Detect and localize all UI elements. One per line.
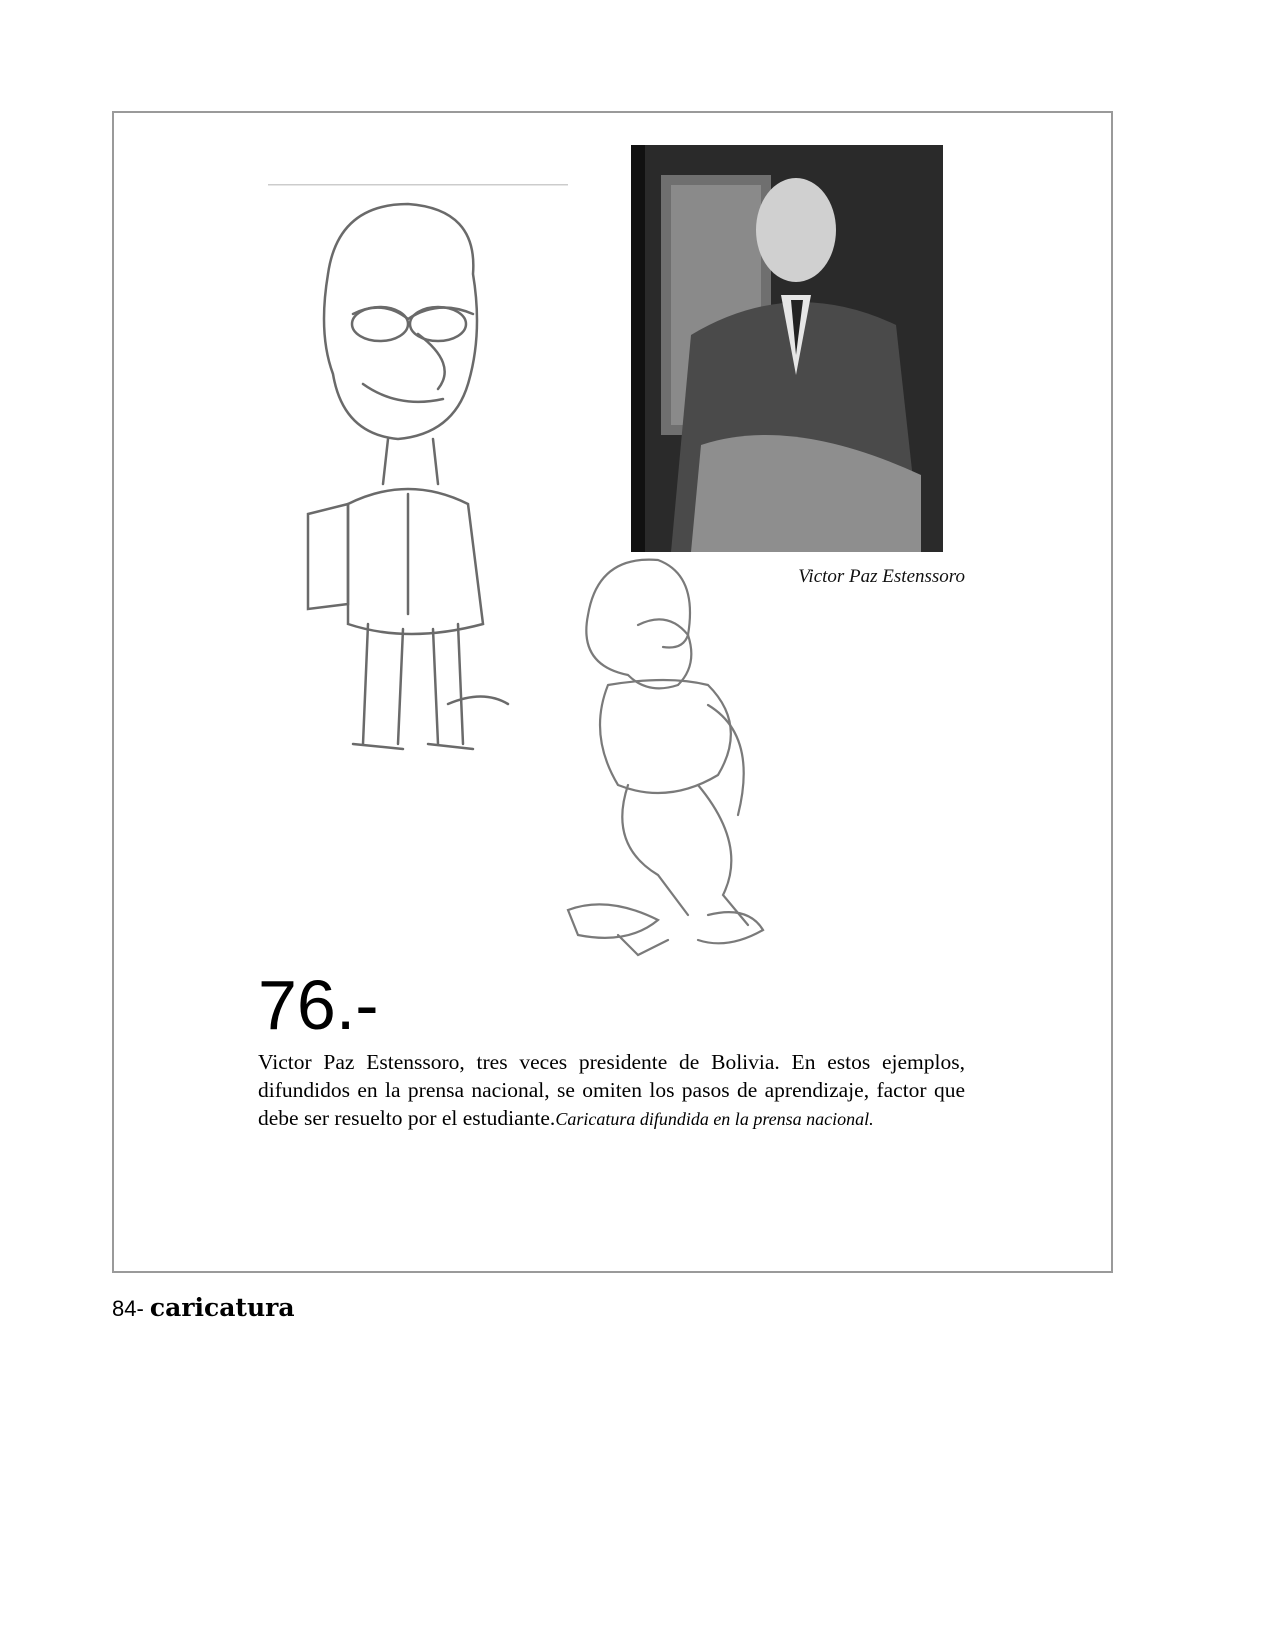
page-number: 84- [112, 1296, 144, 1321]
portrait-photo [631, 145, 943, 552]
figure-description [258, 1048, 965, 1133]
figure-number: 76.- [258, 966, 379, 1044]
caricature-walking-image [548, 555, 798, 975]
section-name: caricatura [149, 1293, 295, 1322]
description-text: Victor Paz Estenssoro, tres veces presidente de Bolivia. En estos ejemplos, difundidos en la prensa nacional, se omiten los pasos de aprendizaje, factor que debe ser resuelto por el estudiante. [258, 1050, 965, 1130]
photo-caption: Victor Paz Estenssoro [798, 566, 965, 587]
source-note: Caricatura difundida en la prensa nacional. [555, 1109, 874, 1129]
page-footer [112, 1293, 295, 1322]
caricature-standing-image [268, 184, 588, 784]
